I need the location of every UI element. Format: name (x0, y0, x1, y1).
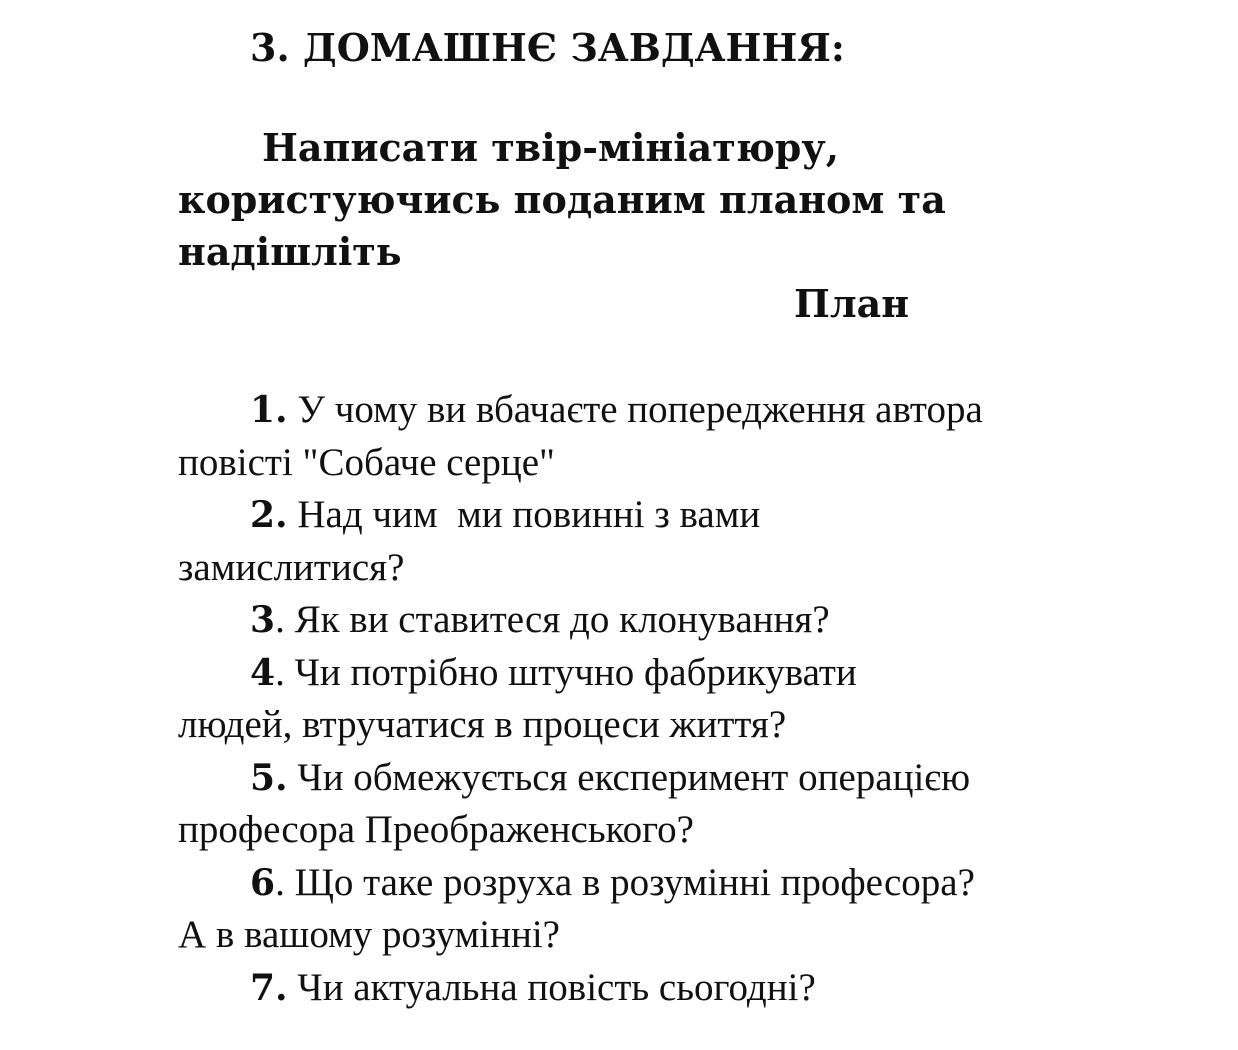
plan-item-continuation: А в вашому розумінні? (178, 913, 560, 956)
plan-item-line (178, 489, 1218, 542)
homework-heading: 3. ДОМАШНЄ ЗАВДАННЯ: (250, 25, 845, 70)
plan-item-number: 7. (250, 966, 288, 1009)
plan-item-text: . Чи потрібно штучно фабрикувати (275, 650, 857, 694)
plan-item-number: 2. (250, 494, 288, 536)
plan-list (178, 384, 1218, 1014)
plan-item-text: . Як ви ставитеся до клонування? (275, 598, 830, 641)
plan-item-number: 4 (250, 651, 276, 694)
plan-item-line (178, 594, 1218, 647)
task-line: користуючись поданим планом та (178, 177, 946, 222)
task-paragraph (178, 122, 1078, 278)
plan-item-text: Над чим ми повинні з вами (287, 493, 761, 536)
plan-item-continuation: людей, втручатися в процеси життя? (178, 703, 787, 746)
plan-item (178, 489, 1218, 594)
plan-item (178, 752, 1218, 857)
plan-item (178, 594, 1218, 647)
plan-item-line (178, 857, 1218, 910)
plan-item-line (178, 384, 1218, 437)
plan-item (178, 384, 1218, 489)
task-line: Написати твір-мініатюру, (262, 125, 839, 170)
plan-item-line (178, 962, 1218, 1015)
plan-item (178, 962, 1218, 1015)
plan-item (178, 857, 1218, 962)
plan-item-line (178, 647, 1218, 700)
plan-item-continuation: повісті "Собаче серце" (178, 440, 555, 484)
plan-item-continuation: професора Преображенського? (178, 808, 694, 851)
task-line: надішліть (178, 229, 402, 274)
plan-item-text: Чи актуальна повість сьогодні? (287, 965, 816, 1009)
plan-item-continuation: замислитися? (178, 545, 405, 589)
plan-item-number: 5. (250, 756, 288, 799)
plan-item (178, 647, 1218, 752)
plan-item-text: Чи обмежується експеримент операцією (287, 755, 971, 799)
plan-item-text: У чому ви вбачаєте попередження автора (287, 388, 983, 431)
plan-item-number: 6 (250, 861, 276, 904)
plan-item-number: 1. (250, 389, 288, 431)
plan-title: План (794, 281, 910, 326)
plan-item-number: 3 (250, 599, 276, 641)
plan-item-line (178, 752, 1218, 805)
plan-item-text: . Що таке розруха в розумінні професора? (275, 860, 975, 904)
